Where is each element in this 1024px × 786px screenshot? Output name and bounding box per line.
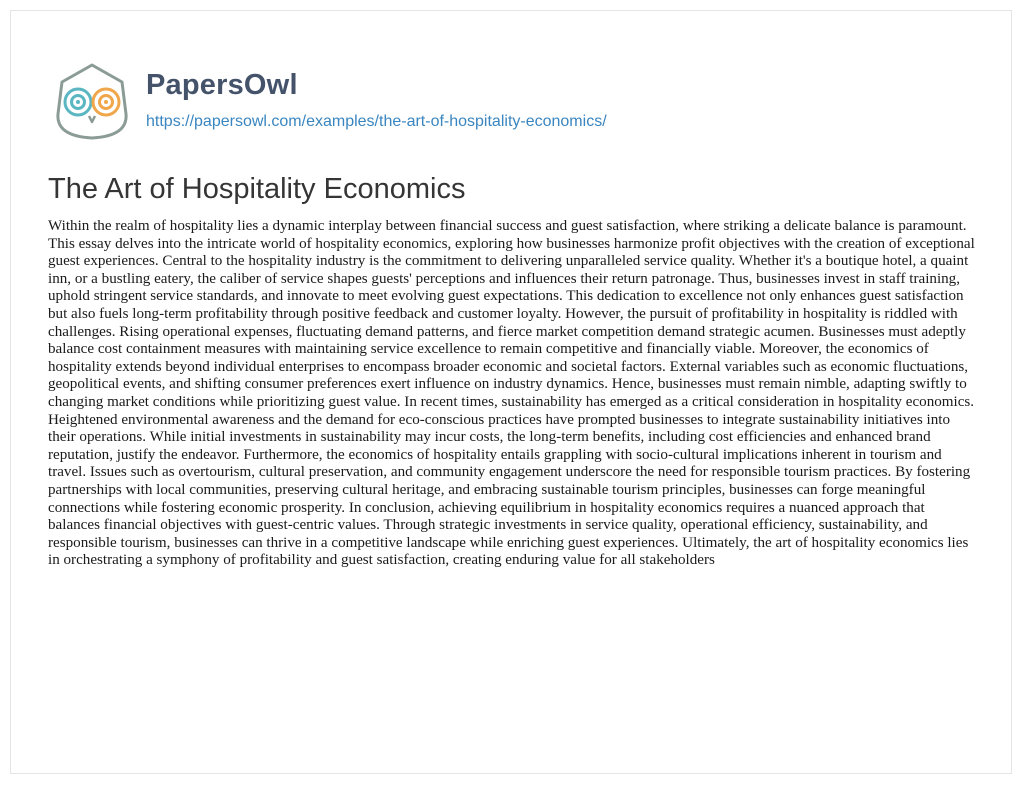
- brand-block: [146, 68, 607, 132]
- source-url-link[interactable]: https://papersowl.com/examples/the-art-of-hospitality-economics/: [146, 113, 607, 130]
- document-body: Within the realm of hospitality lies a dynamic interplay between financial success and guest satisfaction, where striking a delicate balance is paramount. This essay delves into the intricate world of hospitality economics, exploring how businesses harmonize profit objectives with the creation of exceptional guest experiences. Central to the hospitality industry is the commitment to delivering unparalleled service quality. Whether it's a boutique hotel, a quaint inn, or a bustling eatery, the caliber of service shapes guests' perceptions and influences their return patronage. Thus, businesses invest in staff training, uphold stringent service standards, and innovate to meet evolving guest expectations. This dedication to excellence not only enhances guest satisfaction but also fuels long-term profitability through positive feedback and customer loyalty. However, the pursuit of profitability in hospitality is riddled with challenges. Rising operational expenses, fluctuating demand patterns, and fierce market competition demand strategic acumen. Businesses must adeptly balance cost containment measures with maintaining service excellence to remain competitive and financially viable. Moreover, the economics of hospitality extends beyond individual enterprises to encompass broader economic and societal factors. External variables such as economic fluctuations, geopolitical events, and shifting consumer preferences exert influence on industry dynamics. Hence, businesses must remain nimble, adapting swiftly to changing market conditions while prioritizing guest value. In recent times, sustainability has emerged as a critical consideration in hospitality economics. Heightened environmental awareness and the demand for eco-conscious practices have prompted businesses to integrate sustainability initiatives into their operations. While initial investments in sustainability may incur costs, the long-term benefits, including cost efficiencies and enhanced brand reputation, justify the endeavor. Furthermore, the economics of hospitality entails grappling with socio-cultural implications inherent in tourism and travel. Issues such as overtourism, cultural preservation, and community engagement underscore the need for responsible tourism practices. By fostering partnerships with local communities, preserving cultural heritage, and embracing sustainable tourism principles, businesses can forge meaningful connections while fostering economic prosperity. In conclusion, achieving equilibrium in hospitality economics requires a nuanced approach that balances financial objectives with guest-centric values. Through strategic investments in service quality, operational efficiency, sustainability, and responsible tourism, businesses can thrive in a competitive landscape while enriching guest experiences. Ultimately, the art of hospitality economics lies in orchestrating a symphony of profitability and guest satisfaction, creating enduring value for all stakeholders: [48, 218, 975, 569]
- header: [48, 56, 607, 144]
- papersowl-logo-icon: [48, 56, 136, 144]
- logo-left-pupil: [76, 100, 80, 104]
- logo-beak: [89, 116, 95, 122]
- document-title: The Art of Hospitality Economics: [48, 173, 466, 205]
- brand-name: PapersOwl: [146, 69, 298, 101]
- logo-right-pupil: [104, 100, 108, 104]
